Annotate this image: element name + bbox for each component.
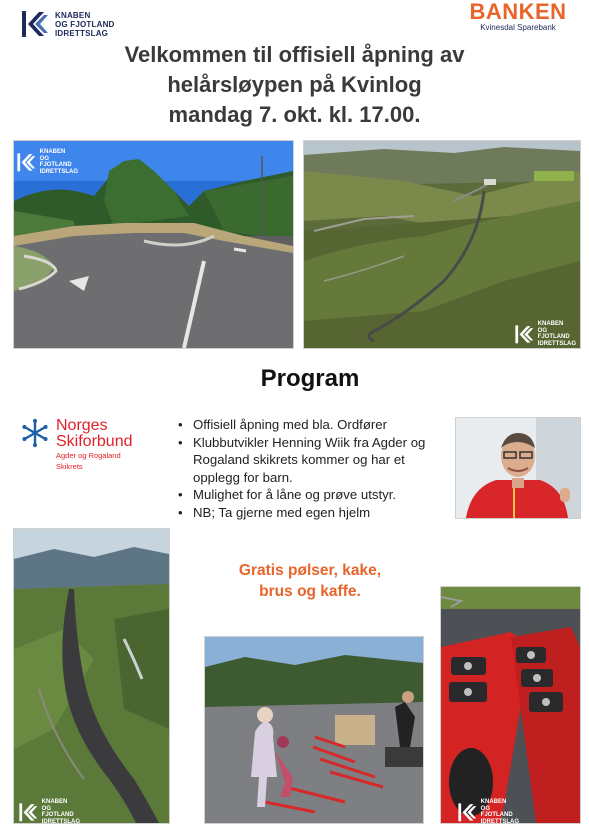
skiforbund-name-line-1: Norges (56, 417, 108, 434)
snowflake-icon (20, 418, 50, 448)
photo-kids-roller-skis (204, 636, 424, 824)
watermark-line-1: KNABEN (480, 799, 507, 805)
headline-line-1: Velkommen til offisiell åpning av (124, 42, 465, 67)
watermark-line-3: IDRETTSLAG (41, 818, 80, 824)
watermark-line-1: KNABEN (537, 321, 564, 327)
program-item: • Mulighet for å låne og prøve utstyr. (176, 486, 454, 504)
watermark-line-3: IDRETTSLAG (480, 818, 519, 824)
photo-watermark (457, 799, 519, 824)
program-item: • Offisiell åpning med bla. Ordfører (176, 416, 454, 434)
program-list (176, 416, 454, 521)
watermark-line-3: IDRETTSLAG (39, 168, 78, 175)
skiforbund-name-line-2: Skiforbund (56, 433, 133, 450)
skiforbund-logo (20, 418, 150, 473)
photo-roller-ski-closeup (440, 586, 581, 824)
watermark-line-2: OG FJOTLAND (39, 155, 72, 168)
watermark-line-2: OG FJOTLAND (537, 327, 570, 340)
headline-line-3: mandag 7. okt. kl. 17.00. (168, 102, 421, 127)
watermark-line-1: KNABEN (39, 149, 66, 155)
photo-portrait-club-developer (455, 417, 581, 519)
photo-road-turnaround (13, 140, 294, 349)
skiforbund-sub-line-2: Skikrets (56, 461, 83, 471)
club-logo-icon (18, 802, 39, 823)
free-refreshments-line-1: Gratis pølser, kake, (238, 562, 382, 579)
watermark-line-2: OG FJOTLAND (480, 805, 513, 818)
club-logo-line-1: KNABEN (55, 10, 91, 20)
club-logo-icon (514, 324, 535, 345)
club-logo-line-3: IDRETTSLAG (55, 28, 109, 38)
skiforbund-sub-line-1: Agder og Rogaland (56, 451, 121, 460)
watermark-line-2: OG FJOTLAND (41, 805, 74, 818)
bank-logo (455, 0, 581, 32)
club-logo-icon (20, 9, 50, 39)
club-logo-icon (16, 152, 37, 173)
headline-line-2: helårsløypen på Kvinlog (167, 72, 422, 97)
photo-watermark (16, 149, 78, 175)
club-logo-icon (457, 802, 478, 823)
photo-aerial-valley (303, 140, 581, 349)
program-title: Program (260, 365, 360, 392)
bank-subtitle: Kvinesdal Sparebank (480, 23, 556, 32)
club-logo (20, 6, 150, 42)
club-logo-line-2: OG FJOTLAND (55, 19, 115, 29)
program-item: • Klubbutvikler Henning Wiik fra Agder og Rogaland skikrets kommer og har et opplegg for barn. (176, 434, 454, 487)
free-refreshments-note (210, 560, 410, 602)
photo-aerial-track (13, 528, 170, 824)
bank-name: BANKEN (469, 0, 567, 24)
photo-watermark (18, 799, 80, 824)
program-item: • NB; Ta gjerne med egen hjelm (176, 504, 454, 522)
watermark-line-3: IDRETTSLAG (537, 340, 576, 347)
free-refreshments-line-2: brus og kaffe. (259, 583, 361, 600)
photo-watermark (514, 321, 576, 347)
watermark-line-1: KNABEN (41, 799, 68, 805)
